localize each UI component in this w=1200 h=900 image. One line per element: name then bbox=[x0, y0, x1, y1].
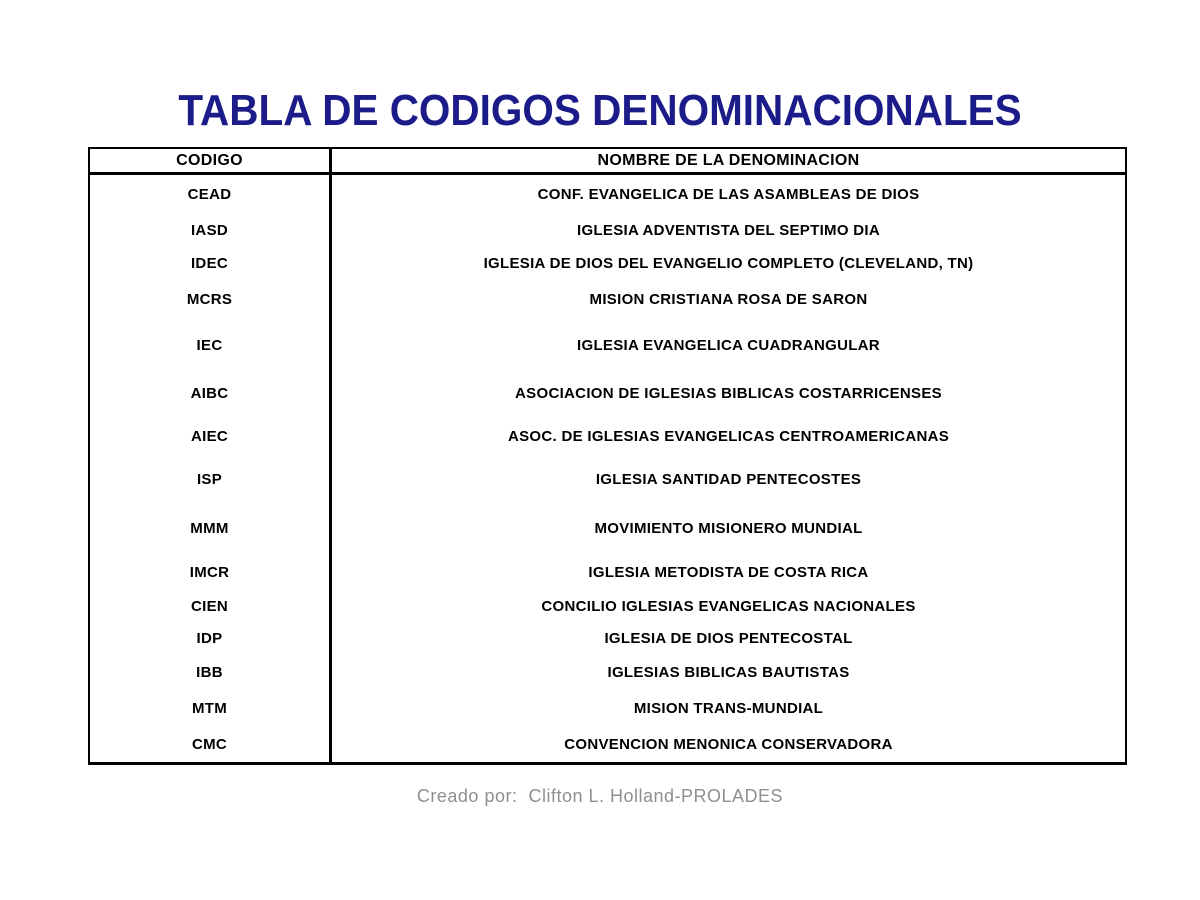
col-header-codigo: CODIGO bbox=[90, 149, 332, 172]
table-row bbox=[90, 553, 1125, 592]
code-cell: MCRS bbox=[90, 279, 332, 320]
code-cell: IBB bbox=[90, 655, 332, 690]
code-cell: IASD bbox=[90, 213, 332, 247]
name-cell: MISION CRISTIANA ROSA DE SARON bbox=[589, 291, 868, 308]
table-row bbox=[90, 592, 1125, 621]
code-cell: CIEN bbox=[90, 592, 332, 621]
code-cell: CMC bbox=[90, 726, 332, 762]
code-cell: IEC bbox=[90, 320, 332, 370]
col-header-nombre: NOMBRE DE LA DENOMINACION bbox=[597, 151, 860, 169]
table-row bbox=[90, 175, 1125, 213]
page-title: TABLA DE CODIGOS DENOMINACIONALES bbox=[178, 86, 1022, 136]
table-row bbox=[90, 279, 1125, 320]
table-header-row bbox=[90, 149, 1125, 175]
table-row bbox=[90, 503, 1125, 553]
code-cell: AIBC bbox=[90, 370, 332, 416]
name-cell: IGLESIA DE DIOS DEL EVANGELIO COMPLETO (CLEVELAND, TN) bbox=[483, 254, 974, 272]
name-cell: ASOC. DE IGLESIAS EVANGELICAS CENTROAMERICANAS bbox=[507, 427, 950, 445]
table-row bbox=[90, 621, 1125, 655]
table-row bbox=[90, 416, 1125, 456]
name-cell: IGLESIA EVANGELICA CUADRANGULAR bbox=[577, 336, 880, 354]
code-cell: MTM bbox=[90, 690, 332, 726]
name-cell: IGLESIA SANTIDAD PENTECOSTES bbox=[595, 471, 862, 488]
code-cell: CEAD bbox=[90, 175, 332, 213]
table-row bbox=[90, 247, 1125, 279]
name-cell: IGLESIA DE DIOS PENTECOSTAL bbox=[604, 629, 853, 647]
table-row bbox=[90, 320, 1125, 370]
code-cell: IDEC bbox=[90, 247, 332, 279]
table-row bbox=[90, 726, 1125, 762]
name-cell: ASOCIACION DE IGLESIAS BIBLICAS COSTARRICENSES bbox=[515, 384, 942, 402]
code-cell: MMM bbox=[90, 503, 332, 553]
code-cell: AIEC bbox=[90, 416, 332, 456]
table-row bbox=[90, 690, 1125, 726]
table-row bbox=[90, 655, 1125, 690]
table-row bbox=[90, 456, 1125, 503]
table-row bbox=[90, 213, 1125, 247]
code-cell: IMCR bbox=[90, 553, 332, 592]
name-cell: MISION TRANS-MUNDIAL bbox=[633, 699, 824, 717]
name-cell: CONVENCION MENONICA CONSERVADORA bbox=[564, 735, 893, 753]
name-cell: CONF. EVANGELICA DE LAS ASAMBLEAS DE DIOS bbox=[537, 185, 920, 203]
name-cell: IGLESIA ADVENTISTA DEL SEPTIMO DIA bbox=[577, 221, 880, 239]
name-cell: CONCILIO IGLESIAS EVANGELICAS NACIONALES bbox=[541, 598, 916, 615]
name-cell: IGLESIA METODISTA DE COSTA RICA bbox=[588, 564, 869, 581]
name-cell: MOVIMIENTO MISIONERO MUNDIAL bbox=[594, 519, 863, 537]
code-cell: IDP bbox=[90, 621, 332, 655]
denomination-codes-table bbox=[88, 147, 1127, 765]
footer-credit: Creado por: Clifton L. Holland-PROLADES bbox=[416, 786, 784, 806]
code-cell: ISP bbox=[90, 456, 332, 503]
name-cell: IGLESIAS BIBLICAS BAUTISTAS bbox=[607, 664, 850, 681]
table-row bbox=[90, 370, 1125, 416]
